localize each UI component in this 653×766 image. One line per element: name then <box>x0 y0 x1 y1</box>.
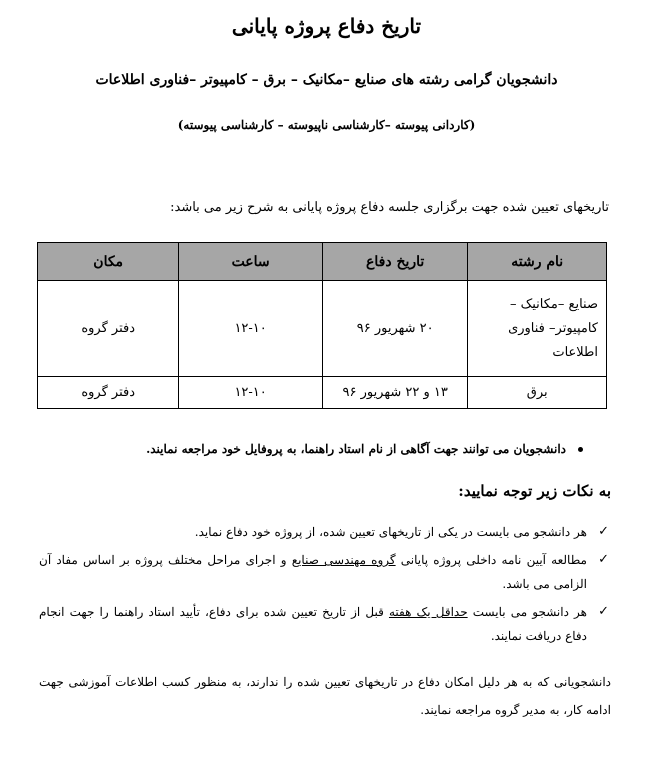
table-row <box>38 377 607 409</box>
page-subtitle: دانشجویان گرامی رشته های صنایع –مکانیک – برق – کامپیوتر –فناوری اطلاعات <box>95 72 558 88</box>
check-item-text: مطالعه آیین نامه داخلی پروژه پایانی <box>395 553 587 567</box>
header-date: تاریخ دفاع <box>322 243 468 281</box>
intro-text: تاریخهای تعیین شده جهت برگزاری جلسه دفاع پروژه پایانی به شرح زیر می باشد: <box>170 200 609 215</box>
underlined-text: گروه مهندسی صنایع <box>291 553 396 567</box>
check-item <box>39 600 611 648</box>
check-item-text: هر دانشجو می بایست در یکی از تاریخهای تعیین شده، از پروژه خود دفاع نماید. <box>194 525 587 539</box>
cell-time: ۱۲-۱۰ <box>179 377 323 409</box>
check-item-text: قبل از تاریخ تعیین شده برای دفاع، تأیید استاد راهنما را جهت انجام دفاع دریافت نمایند. <box>39 605 587 643</box>
header-major: نام رشته <box>468 243 607 281</box>
table-row <box>38 281 607 377</box>
schedule-table <box>37 242 607 409</box>
check-item-text: و اجرای مراحل مختلف پروژه بر اساس مفاد آن الزامی می باشد. <box>39 553 587 591</box>
header-place: مکان <box>38 243 179 281</box>
cell-date: ۲۰ شهریور ۹۶ <box>322 281 468 377</box>
profile-note <box>43 442 583 456</box>
header-time: ساعت <box>179 243 323 281</box>
cell-major: برق <box>468 377 607 409</box>
checklist <box>39 520 611 652</box>
check-mark-icon: ✓ <box>598 604 609 619</box>
page-title: تاریخ دفاع پروژه پایانی <box>231 14 422 38</box>
cell-time: ۱۲-۱۰ <box>179 281 323 377</box>
cell-place: دفتر گروه <box>38 377 179 409</box>
underlined-text: حداقل یک هفته <box>388 605 468 619</box>
check-item <box>39 520 611 544</box>
cell-major: صنایع –مکانیک – کامپیوتر– فناوری اطلاعات <box>468 281 607 377</box>
degree-levels: (کاردانی پیوسته –کارشناسی ناپیوسته – کارشناسی پیوسته) <box>177 118 476 132</box>
final-note: دانشجویانی که به هر دلیل امکان دفاع در تاریخهای تعیین شده را ندارند، به منظور کسب اطلاعات آموزشی جهت ادامه کار، به مدیر گروه مراجعه نمایند. <box>39 675 611 717</box>
check-mark-icon: ✓ <box>598 524 609 539</box>
cell-date: ۱۳ و ۲۲ شهریور ۹۶ <box>322 377 468 409</box>
check-item <box>39 548 611 596</box>
check-mark-icon: ✓ <box>598 552 609 567</box>
check-item-text: هر دانشجو می بایست <box>467 605 587 619</box>
profile-note-text: دانشجویان می توانند جهت آگاهی از نام استاد راهنما، به پروفایل خود مراجعه نمایند. <box>146 442 566 456</box>
bullet-dot-icon <box>578 447 583 452</box>
table-header-row <box>38 243 607 281</box>
cell-place: دفتر گروه <box>38 281 179 377</box>
notes-heading: به نکات زیر توجه نمایید: <box>458 482 611 500</box>
